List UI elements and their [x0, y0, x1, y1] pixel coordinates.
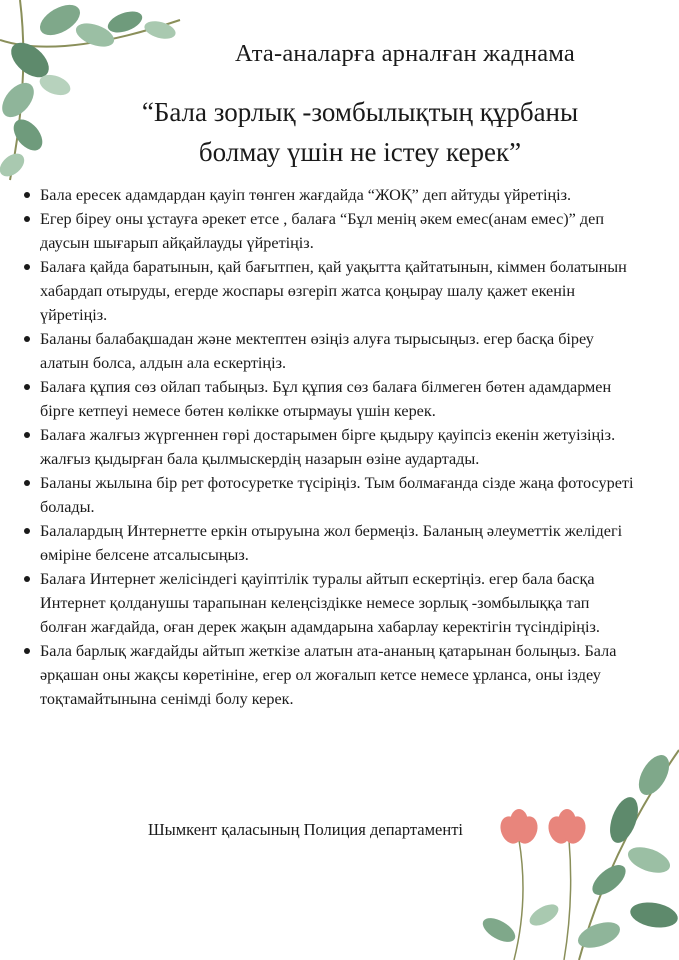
list-item: Баланы балабақшадан және мектептен өзіңіз алуға тырысыңыз. егер басқа біреу алатын болса, алдын ала ескертіңіз.	[40, 327, 635, 375]
subtitle-line-2: болмау үшін не істеу керек”	[198, 137, 522, 167]
list-item: Бала ересек адамдардан қауіп төнген жағдайда “ЖОҚ” деп айтуды үйретіңіз.	[40, 183, 635, 207]
list-item: Егер біреу оны ұстауға әрекет етсе , балаға “Бұл менің әкем емес(анам емес)” деп даусын шығарып айқайлауды үйретіңіз.	[40, 207, 635, 255]
list-item: Баланы жылына бір рет фотосуретке түсіріңіз. Тым болмағанда сізде жаңа фотосуреті болады.	[40, 471, 635, 519]
memo-title: Ата-аналарға арналған жаднама	[235, 40, 575, 67]
pink-flowers-with-leaves-icon	[459, 730, 679, 960]
list-item: Балаға қайда баратынын, қай бағытпен, қай уақытта қайтатынын, кіммен болатынын хабардап отыруды, егерде жоспары өзгеріп жатса қоңырау шалу қажет екенін үйретіңіз.	[40, 255, 635, 327]
advice-list	[40, 183, 635, 711]
list-item: Балаға жалғыз жүргеннен гөрі достарымен бірге қыдыру қауіпсіз екенін жетуізіңіз. жалғыз қыдырған бала қылмыскердің назарын өзіне аудартады.	[40, 423, 635, 471]
list-item: Балалардың Интернетте еркін отыруына жол бермеңіз. Баланың әлеуметтік желідегі өміріне белсене атсалысыңыз.	[40, 519, 635, 567]
list-item: Балаға Интернет желісіндегі қауіптілік туралы айтып ескертіңіз. егер бала басқа Интернет қолданушы тарапынан келеңсіздікке немесе зорлық -зомбылыққа тап болған жағдайда, оған дерек жақын адамдарына хабарлау керектігін түсіндіріңіз.	[40, 567, 635, 639]
memo-subtitle	[80, 92, 640, 172]
list-item: Бала барлық жағдайды айтып жеткізе алатын ата-ананың қатарынан болыңыз. Бала әрқашан оны жақсы көретініне, егер ол жоғалып кетсе немесе ұрланса, оны іздеу тоқтамайтынына сенімді болу керек.	[40, 639, 635, 711]
footer-signature: Шымкент қаласының Полиция департаменті	[148, 820, 464, 839]
list-item: Балаға құпия сөз ойлап табыңыз. Бұл құпия сөз балаға білмеген бөтен адамдармен бірге кетпеуі немесе бөтен көлікке отырмауы үшін керек.	[40, 375, 635, 423]
subtitle-line-1: “Бала зорлық -зомбылықтың құрбаны	[141, 97, 579, 127]
